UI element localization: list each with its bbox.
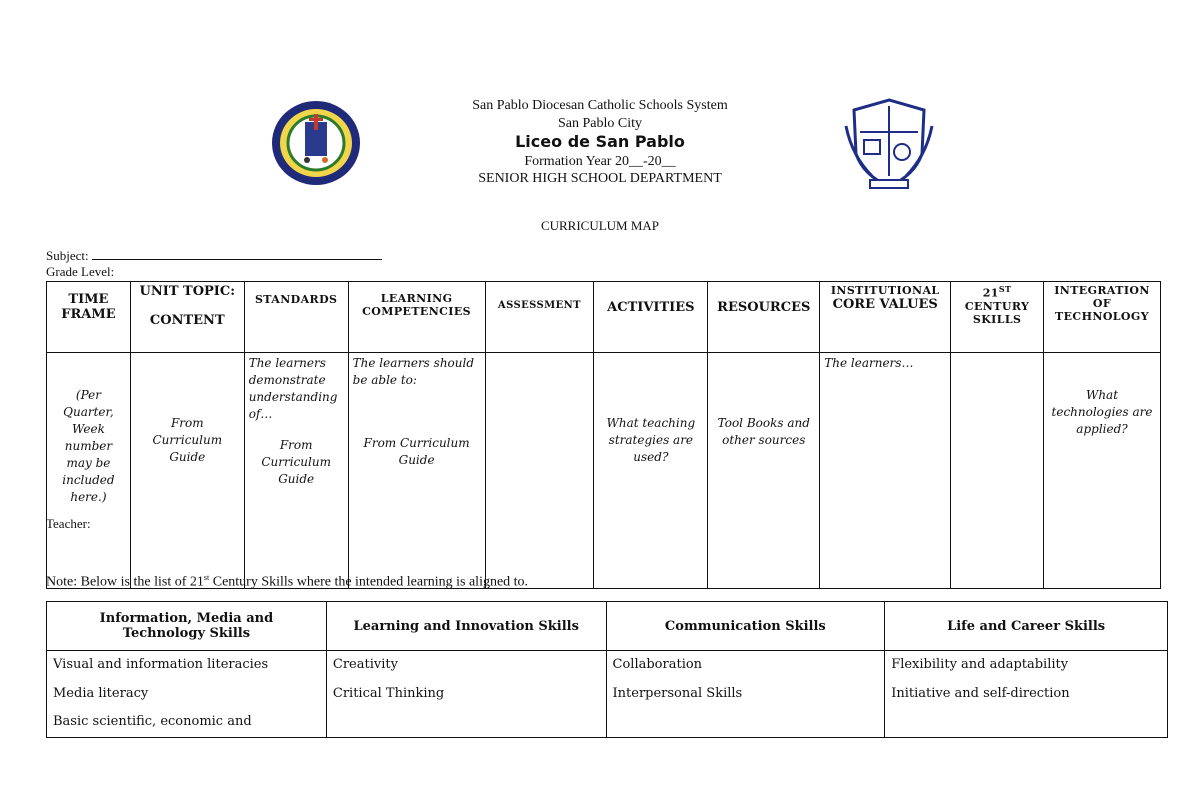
list-item: Flexibility and adaptability <box>891 657 1069 672</box>
list-item: Interpersonal Skills <box>612 685 743 701</box>
header-system: San Pablo Diocesan Catholic Schools System <box>472 98 728 113</box>
skills-column-life-career <box>885 651 1168 738</box>
cell-standards[interactable]: The learners demonstrate understanding of… From Curriculum Guide <box>244 353 348 589</box>
list-item: Critical Thinking <box>332 685 445 701</box>
header-standards: STANDARDS <box>244 282 348 353</box>
cell-21st-century-skills[interactable] <box>951 353 1044 589</box>
list-item: Media literacy <box>53 685 149 701</box>
cell-assessment[interactable] <box>485 353 594 589</box>
cell-activities[interactable]: What teaching strategies are used? <box>594 353 708 589</box>
skills-note: Note: Below is the list of 21st Century Skills where the intended learning is aligned to. <box>46 573 529 590</box>
list-item: Initiative and self-direction <box>891 685 1070 701</box>
skills-header-information-media: Information, Media and Technology Skills <box>47 602 327 651</box>
header-integration-of-technology: INTEGRATION OF TECHNOLOGY <box>1044 282 1161 353</box>
curriculum-content-row <box>47 353 1161 589</box>
cell-resources[interactable]: Tool Books and other sources <box>708 353 820 589</box>
header-resources: RESOURCES <box>708 282 820 353</box>
list-item: Collaboration <box>612 657 703 672</box>
cell-content[interactable]: From Curriculum Guide <box>130 353 244 589</box>
skills-column-communication <box>606 651 885 738</box>
header-school-name: Liceo de San Pablo <box>515 132 685 151</box>
curriculum-map-table <box>46 281 1161 589</box>
document-title: CURRICULUM MAP <box>540 218 660 233</box>
cell-time-frame[interactable]: (Per Quarter, Week number may be included here.) <box>47 353 131 589</box>
header-institutional-core-values: INSTITUTIONAL CORE VALUES <box>820 282 951 353</box>
skills-header-communication: Communication Skills <box>606 602 885 651</box>
list-item: Creativity <box>332 657 398 672</box>
cell-integration-of-technology[interactable]: What technologies are applied? <box>1044 353 1161 589</box>
header-21st-century-skills: 21ST CENTURY SKILLS <box>951 282 1044 353</box>
header-unit-topic: UNIT TOPIC: CONTENT <box>130 282 244 353</box>
list-item: Visual and information literacies <box>53 657 269 672</box>
header-department: SENIOR HIGH SCHOOL DEPARTMENT <box>478 171 722 186</box>
teacher-label: Teacher: <box>46 516 91 531</box>
header-city: San Pablo City <box>557 116 642 131</box>
skills-header-life-career: Life and Career Skills <box>885 602 1168 651</box>
grade-level-label: Grade Level: <box>46 264 115 279</box>
header-activities: ACTIVITIES <box>594 282 708 353</box>
skills-column-information-media <box>47 651 327 738</box>
skills-header-learning-innovation: Learning and Innovation Skills <box>326 602 606 651</box>
header-time-frame: TIME FRAME <box>47 282 131 353</box>
subject-label: Subject: <box>46 248 89 263</box>
subject-field <box>46 247 382 264</box>
skills-items-row <box>47 651 1168 738</box>
skills-header-row <box>47 602 1168 651</box>
curriculum-header-row <box>47 282 1161 353</box>
skills-column-learning-innovation <box>326 651 606 738</box>
list-item: Basic scientific, economic and <box>53 714 252 729</box>
cell-core-values[interactable]: The learners… <box>820 353 951 589</box>
header-formation-year: Formation Year 20__-20__ <box>524 154 676 169</box>
header-assessment: ASSESSMENT <box>485 282 594 353</box>
subject-blank-line[interactable] <box>92 247 382 260</box>
header-learning-competencies: LEARNING COMPETENCIES <box>348 282 485 353</box>
cell-learning-competencies[interactable]: The learners should be able to: From Curriculum Guide <box>348 353 485 589</box>
century-skills-table <box>46 601 1168 738</box>
